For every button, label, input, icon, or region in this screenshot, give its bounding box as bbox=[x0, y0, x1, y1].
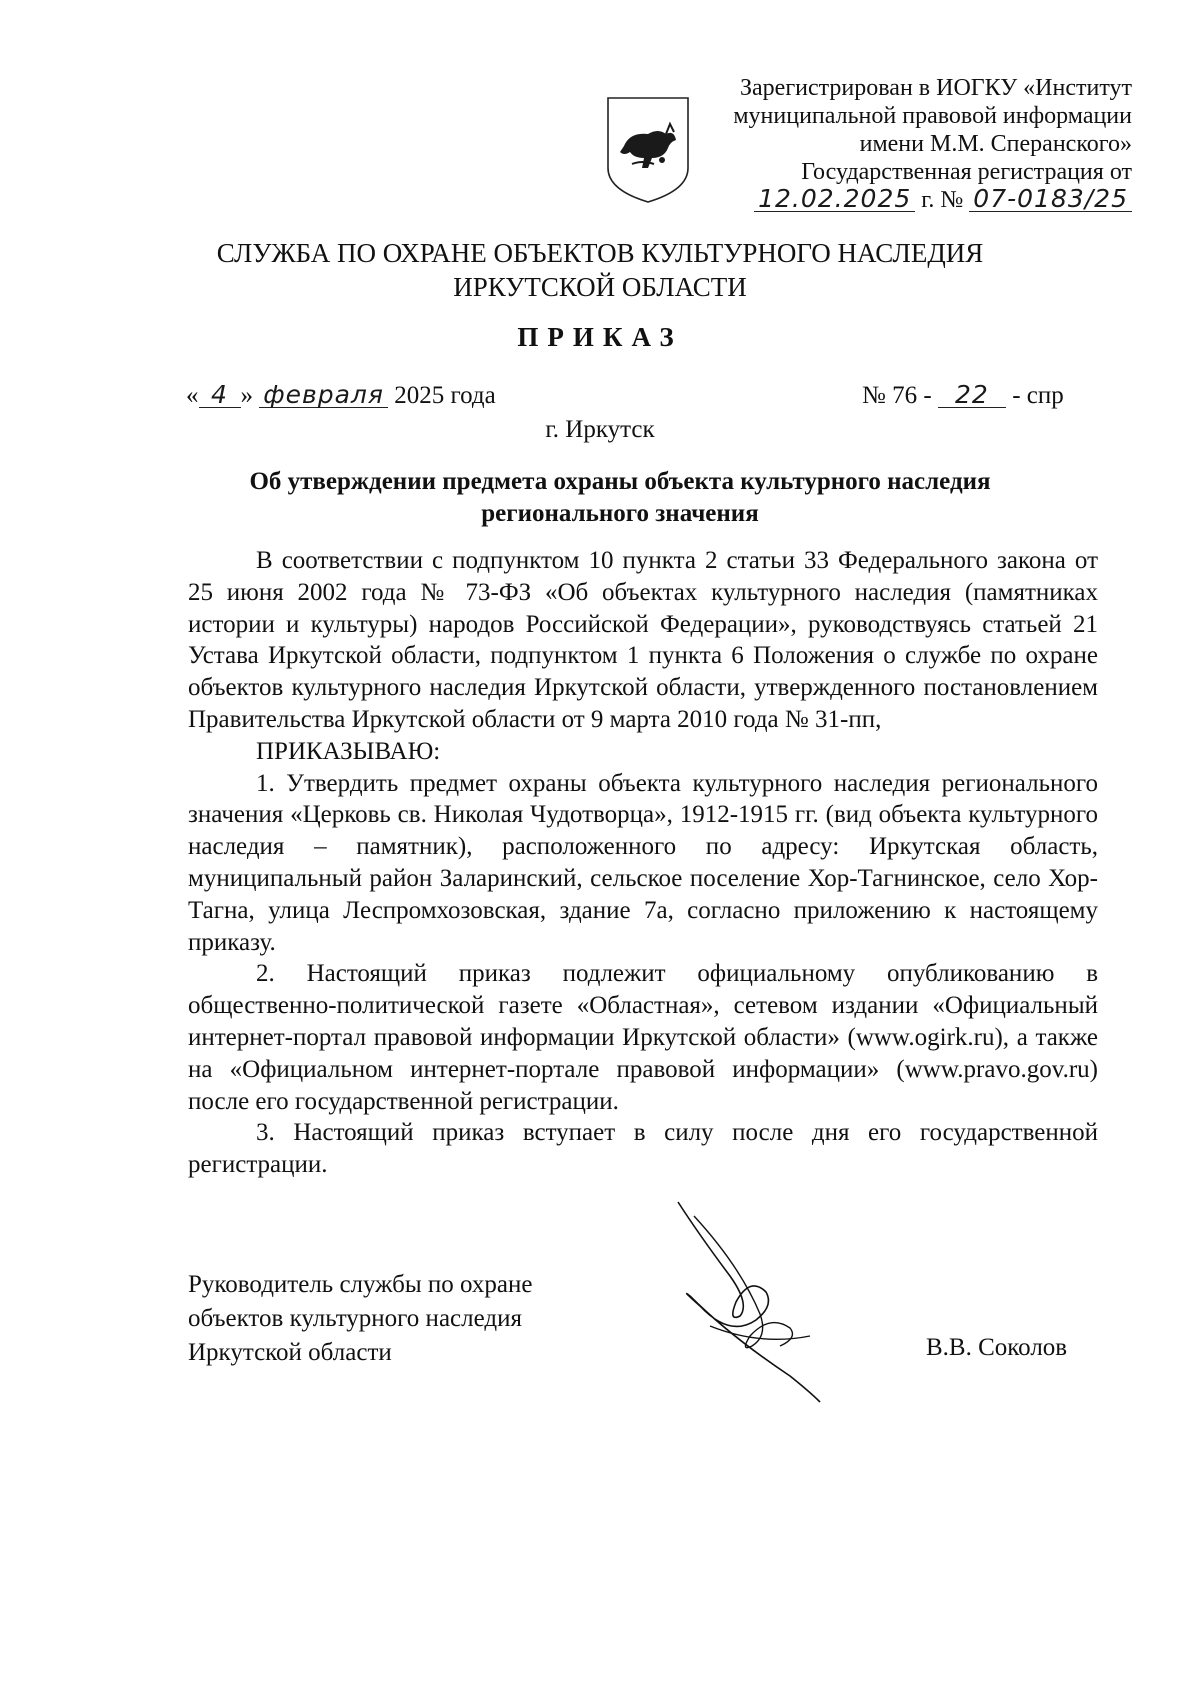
order-number-suffix: - спр bbox=[1012, 382, 1064, 409]
registration-number-label: г. № bbox=[921, 187, 964, 213]
subject-line-2: регионального значения bbox=[481, 500, 759, 527]
registration-line-2: муниципальной правовой информации bbox=[733, 103, 1132, 129]
clause-3: 3. Настоящий приказ вступает в силу после дня его государственной регистрации. bbox=[188, 1119, 1098, 1179]
organization-region: ИРКУТСКОЙ ОБЛАСТИ bbox=[453, 272, 747, 302]
registration-date: 12.02.2025 bbox=[754, 187, 915, 212]
registration-number: 07-0183/25 bbox=[969, 187, 1132, 212]
order-body bbox=[188, 545, 1098, 1181]
coat-of-arms-emblem bbox=[604, 94, 692, 206]
document-type-title: ПРИКАЗ bbox=[517, 322, 683, 352]
order-subject bbox=[180, 466, 1060, 530]
city: г. Иркутск bbox=[545, 416, 655, 443]
registration-line-3: имени М.М. Сперанского» bbox=[859, 131, 1132, 157]
clause-2: 2. Настоящий приказ подлежит официальному опубликованию в общественно-политической газете «Областная», сетевом издании «Официальный интернет-портал правовой информации Иркутской области» (www.ogirk.ru), а также на «Официальном интернет-портале правовой информации» (www.pravo.gov.ru) после его государственной регистрации. bbox=[188, 960, 1098, 1115]
preamble-paragraph: В соответствии с подпунктом 10 пункта 2 статьи 33 Федерального закона от 25 июня 2002 года № 73-ФЗ «Об объектах культурного наследия (памятниках истории и культуры) народов Российской Федерации», руководствуясь статьей 21 Устава Иркутской области, подпунктом 1 пункта 6 Положения о службе по охране объектов культурного наследия Иркутской области, утвержденного постановлением Правительства Иркутской области от 9 марта 2010 года № 31-пп, bbox=[188, 547, 1098, 733]
order-month: февраля bbox=[259, 383, 388, 408]
signatory-line-1: Руководитель службы по охране bbox=[188, 1271, 533, 1298]
signatory-name: В.В. Соколов bbox=[926, 1334, 1068, 1361]
order-date bbox=[186, 382, 496, 410]
signatory-line-2: объектов культурного наследия bbox=[188, 1305, 522, 1332]
order-year: 2025 года bbox=[394, 382, 496, 409]
order-directive: ПРИКАЗЫВАЮ: bbox=[256, 737, 441, 765]
registration-stamp bbox=[680, 74, 1132, 214]
order-number bbox=[862, 382, 1064, 410]
registration-date-row bbox=[680, 186, 1132, 214]
subject-line-1: Об утверждении предмета охраны объекта культурного наследия bbox=[249, 468, 991, 495]
registration-line-4: Государственная регистрация от bbox=[801, 159, 1132, 185]
handwritten-signature bbox=[670, 1196, 840, 1406]
registration-line-1: Зарегистрирован в ИОГКУ «Институт bbox=[739, 75, 1132, 101]
order-number-prefix: № 76 - bbox=[862, 382, 932, 409]
date-open-quote: « bbox=[186, 382, 199, 409]
date-close-quote: » bbox=[240, 382, 253, 409]
signatory-line-3: Иркутской области bbox=[188, 1339, 392, 1366]
clause-1: 1. Утвердить предмет охраны объекта культурного наследия регионального значения «Церковь св. Николая Чудотворца», 1912-1915 гг. (вид объекта культурного наследия – памятник), расположенного по адресу: Иркутская область, муниципальный район Заларинский, сельское поселение Хор-Тагнинское, село Хор-Тагна, улица Леспромхозовская, здание 7а, согласно приложению к настоящему приказу. bbox=[188, 769, 1098, 956]
order-day: 4 bbox=[199, 383, 241, 408]
signatory-position bbox=[188, 1268, 532, 1370]
organization-name: СЛУЖБА ПО ОХРАНЕ ОБЪЕКТОВ КУЛЬТУРНОГО НАСЛЕДИЯ bbox=[216, 238, 984, 268]
order-number-value: 22 bbox=[938, 383, 1006, 408]
